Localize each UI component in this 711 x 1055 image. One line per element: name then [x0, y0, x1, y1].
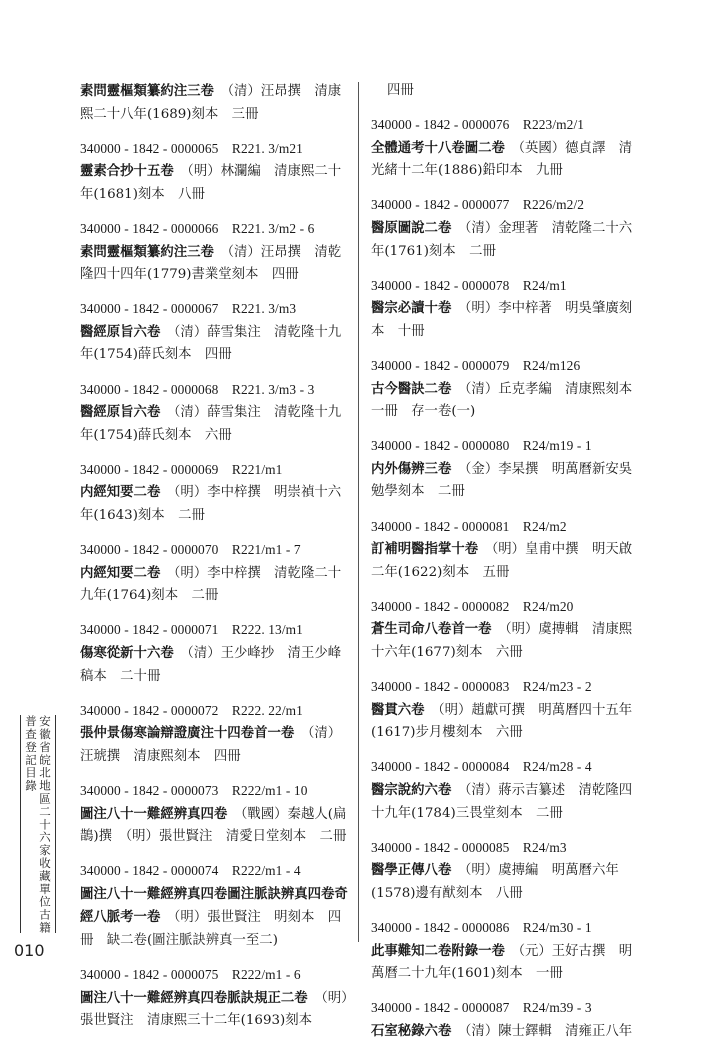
page-number: 010	[14, 941, 45, 960]
entry-id: 340000 - 1842 - 0000087 R24/m39 - 3	[371, 1000, 592, 1016]
catalog-entry	[371, 435, 639, 504]
entry-id: 340000 - 1842 - 0000079 R24/m126	[371, 357, 581, 373]
entry-title: 古今醫訣二卷	[371, 380, 452, 397]
entry-title: 訂補明醫指掌十卷	[371, 541, 479, 558]
entry-body: （明）皇甫中撰 明天啟二年(1622)刻本 五冊	[371, 542, 633, 580]
catalog-entry	[80, 619, 348, 688]
catalog-entry	[371, 676, 639, 745]
entry-title: 蒼生司命八卷首一卷	[371, 621, 492, 638]
entry-title: 全體通考十八卷圖二卷	[371, 139, 505, 156]
entry-title: 醫經原旨六卷	[80, 323, 161, 340]
side-rule	[20, 715, 21, 933]
entry-body: （戰國）秦越人(扁鵲)撰 （明）張世賢注 清愛日堂刻本 二冊	[80, 806, 347, 845]
catalog-entry	[371, 194, 639, 263]
entry-title: 内外傷辨三卷	[371, 460, 452, 477]
entry-title: 圖注八十一難經辨真四卷	[80, 805, 228, 822]
entry-body: （明）張世賢注 明刻本 四冊 缺二卷(圖注脈訣辨真一至二)	[80, 910, 342, 948]
catalog-entry-continuation	[371, 80, 639, 103]
entry-id: 340000 - 1842 - 0000066 R221. 3/m2 - 6	[80, 220, 315, 236]
column-divider	[358, 82, 359, 942]
entry-title: 醫學正傳八卷	[371, 862, 452, 879]
catalog-entry	[80, 780, 348, 849]
side-rule	[55, 715, 56, 933]
catalog-entry	[80, 860, 348, 952]
entry-id: 340000 - 1842 - 0000081 R24/m2	[371, 518, 567, 534]
entry-body: （清）汪琥撰 清康熙刻本 四冊	[80, 726, 342, 764]
left-column	[80, 80, 348, 1044]
entry-id: 340000 - 1842 - 0000078 R24/m1	[371, 277, 567, 293]
catalog-entry	[80, 218, 348, 287]
entry-title: 圖注八十一難經辨真四卷圖注脈訣辨真四卷奇經八脈考一卷	[80, 885, 348, 926]
catalog-entry	[371, 355, 646, 424]
catalog-entry	[80, 964, 348, 1033]
entry-body: （清）蔣示吉纂述 清乾隆四十九年(1784)三畏堂刻本 二冊	[371, 782, 633, 821]
entry-title: 内經知要二卷	[80, 484, 161, 501]
entry-id: 340000 - 1842 - 0000071 R222. 13/m1	[80, 622, 303, 638]
entry-body: （金）李杲撰 明萬曆新安吳勉學刻本 二冊	[371, 461, 633, 500]
entry-body: （明）李中梓撰 明崇禎十六年(1643)刻本 二冊	[80, 485, 342, 523]
entry-body: （元）王好古撰 明萬曆二十九年(1601)刻本 一冊	[371, 943, 633, 982]
entry-id: 340000 - 1842 - 0000073 R222/m1 - 10	[80, 782, 308, 798]
catalog-entry	[371, 756, 639, 825]
entry-title: 靈素合抄十五卷	[80, 163, 174, 180]
entry-id: 340000 - 1842 - 0000083 R24/m23 - 2	[371, 679, 592, 695]
catalog-entry	[371, 516, 639, 585]
catalog-entry	[80, 80, 348, 126]
catalog-entry	[80, 700, 348, 769]
entry-body: （清）汪昂撰 清乾隆四十四年(1779)書業堂刻本 四冊	[80, 244, 342, 283]
entry-title: 此事難知二卷附錄一卷	[371, 942, 505, 959]
entry-body: （明）虞摶編 明萬曆六年(1578)邊有猷刻本 八冊	[371, 863, 619, 901]
catalog-entry	[371, 596, 639, 665]
entry-title: 石室秘錄六卷	[371, 1022, 452, 1039]
catalog-entry	[371, 275, 639, 344]
entry-id: 340000 - 1842 - 0000075 R222/m1 - 6	[80, 967, 301, 983]
entry-id: 340000 - 1842 - 0000069 R221/m1	[80, 461, 283, 477]
entry-title: 醫原圖說二卷	[371, 219, 452, 236]
entry-title: 醫宗說約六卷	[371, 781, 452, 798]
entry-body: （明）虞摶輯 清康熙十六年(1677)刻本 六冊	[371, 622, 633, 660]
entry-body: （清）汪昂撰 清康熙二十八年(1689)刻本 三冊	[80, 84, 342, 122]
entry-body: 四冊	[387, 83, 414, 98]
entry-title: 素問靈樞類纂約注三卷	[80, 83, 214, 99]
entry-body: （清）薛雪集注 清乾隆十九年(1754)薛氏刻本 四冊	[80, 324, 342, 363]
entry-body: （清）金理著 清乾隆二十六年(1761)刻本 二冊	[371, 220, 633, 259]
catalog-entry	[80, 298, 348, 367]
catalog-entry	[371, 997, 639, 1043]
entry-title: 傷寒從新十六卷	[80, 644, 174, 661]
entry-id: 340000 - 1842 - 0000072 R222. 22/m1	[80, 702, 303, 718]
entry-id: 340000 - 1842 - 0000068 R221. 3/m3 - 3	[80, 381, 315, 397]
entry-body: （英國）德貞譯 清光緒十二年(1886)鉛印本 九冊	[371, 140, 633, 179]
entry-id: 340000 - 1842 - 0000077 R226/m2/2	[371, 197, 585, 213]
catalog-entry	[371, 917, 639, 986]
catalog-entry	[80, 539, 348, 608]
entry-body: （清）陳士鐸輯 清雍正八年	[464, 1023, 633, 1039]
catalog-entry	[80, 459, 348, 528]
entry-body: （明）李中梓撰 清乾隆二十九年(1764)刻本 二冊	[80, 565, 342, 604]
running-header	[12, 715, 64, 935]
entry-body: （清）王少峰抄 清王少峰稿本 二十冊	[80, 645, 342, 684]
entry-id: 340000 - 1842 - 0000070 R221/m1 - 7	[80, 542, 301, 558]
entry-body: （清）丘克孝編 清康熙刻本 一冊 存一卷(一)	[371, 381, 646, 420]
entry-id: 340000 - 1842 - 0000065 R221. 3/m21	[80, 140, 303, 156]
entry-title: 張仲景傷寒論辯證廣注十四卷首一卷	[80, 725, 295, 742]
catalog-entry	[80, 138, 348, 207]
entry-id: 340000 - 1842 - 0000067 R221. 3/m3	[80, 301, 297, 317]
entry-title: 素問靈樞類纂約注三卷	[80, 243, 214, 260]
entry-title: 醫宗必讀十卷	[371, 300, 452, 317]
entry-title: 醫貫六卷	[371, 701, 425, 718]
entry-body: （明）李中梓著 明吳肇廣刻本 十冊	[371, 301, 633, 339]
side-label: 安徽省皖北地區二十六家收藏單位古籍普查登記目錄	[24, 715, 52, 935]
entry-body: （明）趙獻可撰 明萬曆四十五年(1617)步月樓刻本 六冊	[371, 702, 633, 741]
right-column	[371, 80, 646, 1055]
entry-id: 340000 - 1842 - 0000084 R24/m28 - 4	[371, 759, 592, 775]
entry-title: 圖注八十一難經辨真四卷脈訣規正二卷	[80, 989, 308, 1006]
entry-id: 340000 - 1842 - 0000085 R24/m3	[371, 839, 567, 855]
catalog-entry	[80, 379, 348, 448]
entry-id: 340000 - 1842 - 0000076 R223/m2/1	[371, 117, 585, 133]
entry-id: 340000 - 1842 - 0000080 R24/m19 - 1	[371, 438, 592, 454]
entry-body: （明）張世賢注 清康熙三十二年(1693)刻本	[80, 990, 348, 1029]
entry-title: 醫經原旨六卷	[80, 404, 161, 421]
entry-body: （清）薛雪集注 清乾隆十九年(1754)薛氏刻本 六冊	[80, 405, 342, 443]
catalog-entry	[371, 837, 639, 906]
entry-id: 340000 - 1842 - 0000074 R222/m1 - 4	[80, 863, 301, 879]
entry-body: （明）林瀾編 清康熙二十年(1681)刻本 八冊	[80, 164, 342, 202]
entry-id: 340000 - 1842 - 0000086 R24/m30 - 1	[371, 919, 592, 935]
entry-title: 内經知要二卷	[80, 564, 161, 581]
entry-id: 340000 - 1842 - 0000082 R24/m20	[371, 598, 574, 614]
catalog-entry	[371, 114, 639, 183]
